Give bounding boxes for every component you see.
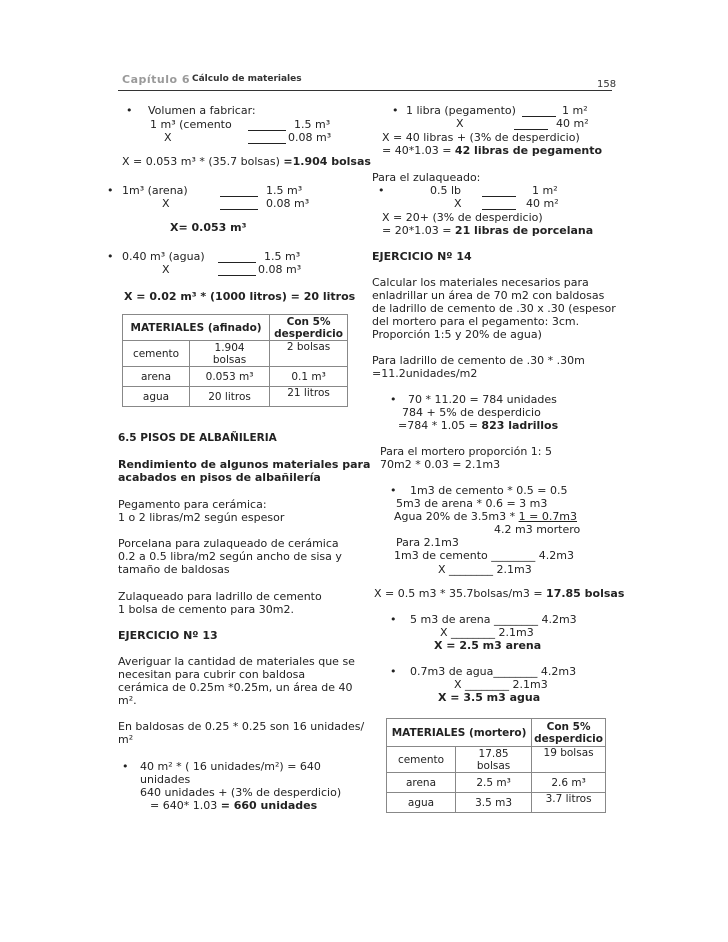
exercise-14-text-5: Proporción 1:5 y 20% de agua) — [372, 328, 542, 341]
ratio-underline — [248, 134, 286, 144]
volume-heading: Volumen a fabricar: — [148, 104, 256, 117]
adhesive-ratio-value: 1 m² — [562, 104, 588, 117]
table-row: cemento 1.904 bolsas 2 bolsas — [123, 341, 348, 367]
adhesive-result-1: X = 40 libras + (3% de desperdicio) — [382, 131, 580, 144]
water-result-2: X = 3.5 m3 agua — [438, 691, 541, 704]
bullet-icon: • — [378, 184, 385, 197]
chapter-title: Cálculo de materiales — [192, 74, 302, 84]
mortar-sand: 5m3 de arena * 0.6 = 3 m3 — [396, 497, 548, 510]
sand-unknown: X — [162, 197, 170, 210]
tiles-calc-3: 640 unidades + (3% de desperdicio) — [140, 786, 342, 799]
water-result: X = 0.02 m³ * (1000 litros) = 20 litros — [124, 290, 356, 303]
ratio-underline — [522, 107, 556, 117]
mortar-for: Para 2.1m3 — [396, 536, 459, 549]
exercise-13-text-3: cerámica de 0.25m *0.25m, un área de 40 — [118, 681, 353, 694]
bullet-icon: • — [392, 104, 399, 117]
ratio-underline — [218, 266, 256, 276]
ratio-underline — [482, 200, 516, 210]
cement-ratio: 1 m³ (cemento — [150, 118, 232, 131]
grout-text-1: 0.2 a 0.5 libra/m2 según ancho de sisa y — [118, 550, 342, 563]
exercise-13-text-4: m². — [118, 694, 137, 707]
bullet-icon: • — [390, 393, 397, 406]
water-unknown-2: X ________ 2.1m3 — [454, 678, 548, 691]
ratio-underline — [514, 120, 548, 130]
cement-grout-title: Zulaqueado para ladrillo de cemento — [118, 590, 322, 603]
cement-result: X = 0.053 m³ * (35.7 bolsas) =1.904 bolsas — [122, 155, 371, 168]
sand-ratio: 1m³ (arena) — [122, 184, 188, 197]
adhesive-text: 1 o 2 libras/m2 según espesor — [118, 511, 285, 524]
sand-ratio-value-2: 0.08 m³ — [266, 197, 310, 210]
water-ratio-value: 1.5 m³ — [264, 250, 301, 263]
mortar-cement-unknown: X ________ 2.1m3 — [438, 563, 532, 576]
adhesive-title: Pegamento para cerámica: — [118, 498, 267, 511]
table-header-waste: Con 5% desperdicio — [532, 719, 606, 747]
mortar-proportion: Para el mortero proporción 1: 5 — [380, 445, 553, 458]
table-row: arena 0.053 m³ 0.1 m³ — [123, 367, 348, 387]
materials-table-mortero — [386, 718, 606, 813]
ratio-underline — [220, 187, 258, 197]
grout-title: Porcelana para zulaqueado de cerámica — [118, 537, 339, 550]
exercise-14-text-2: enladrillar un área de 70 m2 con baldosas — [372, 289, 605, 302]
adhesive-unknown: X — [456, 117, 464, 130]
adhesive-result-2: = 40*1.03 = 42 libras de pegamento — [382, 144, 603, 157]
mortar-water: Agua 20% de 3.5m3 * 1 = 0.7m3 — [394, 510, 578, 523]
sand-ratio-value: 1.5 m³ — [266, 184, 303, 197]
chapter-label: Capítulo 6 — [122, 73, 191, 86]
brick-calc-1: 70 * 11.20 = 784 unidades — [408, 393, 557, 406]
grout-ratio-value-2: 40 m² — [526, 197, 559, 210]
water-ratio: 0.40 m³ (agua) — [122, 250, 205, 263]
grout-ratio: 0.5 lb — [430, 184, 462, 197]
bullet-icon: • — [390, 613, 397, 626]
cement-bags-result: X = 0.5 m3 * 35.7bolsas/m3 = 17.85 bolsas — [374, 587, 625, 600]
bullet-icon: • — [390, 665, 397, 678]
adhesive-ratio-value-2: 40 m² — [556, 117, 589, 130]
tiles-calc-1: 40 m² * ( 16 unidades/m²) = 640 — [140, 760, 321, 773]
materials-table-afinado — [122, 314, 348, 407]
ratio-underline — [248, 121, 286, 131]
sand-result: X= 0.053 m³ — [170, 221, 247, 234]
grout-result-2: = 20*1.03 = 21 libras de porcelana — [382, 224, 594, 237]
tiles-calc-2: unidades — [140, 773, 191, 786]
brick-calc-result: =784 * 1.05 = 823 ladrillos — [398, 419, 559, 432]
section-heading: 6.5 PISOS DE ALBAÑILERIA — [118, 432, 277, 444]
table-row: cemento 17.85 bolsas 19 bolsas — [387, 747, 606, 773]
brick-calc-2: 784 + 5% de desperdicio — [402, 406, 541, 419]
water-unknown: X — [162, 263, 170, 276]
cement-unknown: X — [164, 131, 172, 144]
exercise-14-text-3: de ladrillo de cemento de .30 x .30 (espesor — [372, 302, 616, 315]
grout-text-2: tamaño de baldosas — [118, 563, 230, 576]
exercise-13-text-2: necesitan para cubrir con baldosa — [118, 668, 306, 681]
exercise-14-text-1: Calcular los materiales necesarios para — [372, 276, 589, 289]
sand-ratio-2: 5 m3 de arena ________ 4.2m3 — [410, 613, 577, 626]
table-header-materials: MATERIALES (mortero) — [387, 719, 532, 747]
mortar-volume: 70m2 * 0.03 = 2.1m3 — [380, 458, 501, 471]
bullet-icon: • — [107, 250, 114, 263]
page-header — [118, 72, 612, 91]
sand-result-2: X = 2.5 m3 arena — [434, 639, 542, 652]
table-header-waste: Con 5% desperdicio — [270, 315, 348, 341]
ratio-underline — [220, 200, 258, 210]
water-ratio-value-2: 0.08 m³ — [258, 263, 302, 276]
cement-grout-text: 1 bolsa de cemento para 30m2. — [118, 603, 294, 616]
tiles-per-m2-2: m² — [118, 733, 134, 746]
grout-result-1: X = 20+ (3% de desperdicio) — [382, 211, 543, 224]
adhesive-ratio: 1 libra (pegamento) — [406, 104, 516, 117]
exercise-13-text-1: Averiguar la cantidad de materiales que se — [118, 655, 355, 668]
exercise-14-text-4: del mortero para el pegamento: 3cm. — [372, 315, 580, 328]
bullet-icon: • — [107, 184, 114, 197]
grout-ratio-value: 1 m² — [532, 184, 558, 197]
bullet-icon: • — [390, 484, 397, 497]
cement-ratio-value-2: 0.08 m³ — [288, 131, 332, 144]
exercise-13-title: EJERCICIO Nº 13 — [118, 629, 218, 642]
mortar-total: 4.2 m3 mortero — [494, 523, 581, 536]
brick-rate-2: =11.2unidades/m2 — [372, 367, 478, 380]
cement-ratio-value: 1.5 m³ — [294, 118, 331, 131]
sand-unknown-2: X ________ 2.1m3 — [440, 626, 534, 639]
mortar-cement: 1m3 de cemento * 0.5 = 0.5 — [410, 484, 568, 497]
tiles-per-m2-1: En baldosas de 0.25 * 0.25 son 16 unidades/ — [118, 720, 365, 733]
grout-section-title: Para el zulaqueado: — [372, 171, 481, 184]
bullet-icon: • — [126, 104, 133, 117]
page-number: 158 — [597, 79, 617, 90]
performance-heading-1: Rendimiento de algunos materiales para — [118, 458, 371, 471]
exercise-14-title: EJERCICIO Nº 14 — [372, 250, 472, 263]
grout-unknown: X — [454, 197, 462, 210]
table-row: agua 20 litros 21 litros — [123, 387, 348, 407]
table-row: arena 2.5 m³ 2.6 m³ — [387, 773, 606, 793]
performance-heading-2: acabados en pisos de albañilería — [118, 471, 321, 484]
table-header-materials: MATERIALES (afinado) — [123, 315, 270, 341]
table-row: agua 3.5 m3 3.7 litros — [387, 793, 606, 813]
mortar-cement-ratio: 1m3 de cemento ________ 4.2m3 — [394, 549, 574, 562]
bullet-icon: • — [122, 760, 129, 773]
ratio-underline — [482, 187, 516, 197]
ratio-underline — [218, 253, 256, 263]
water-ratio-2: 0.7m3 de agua________ 4.2m3 — [410, 665, 577, 678]
brick-rate-1: Para ladrillo de cemento de .30 * .30m — [372, 354, 585, 367]
tiles-calc-result: = 640* 1.03 = 660 unidades — [150, 799, 318, 812]
